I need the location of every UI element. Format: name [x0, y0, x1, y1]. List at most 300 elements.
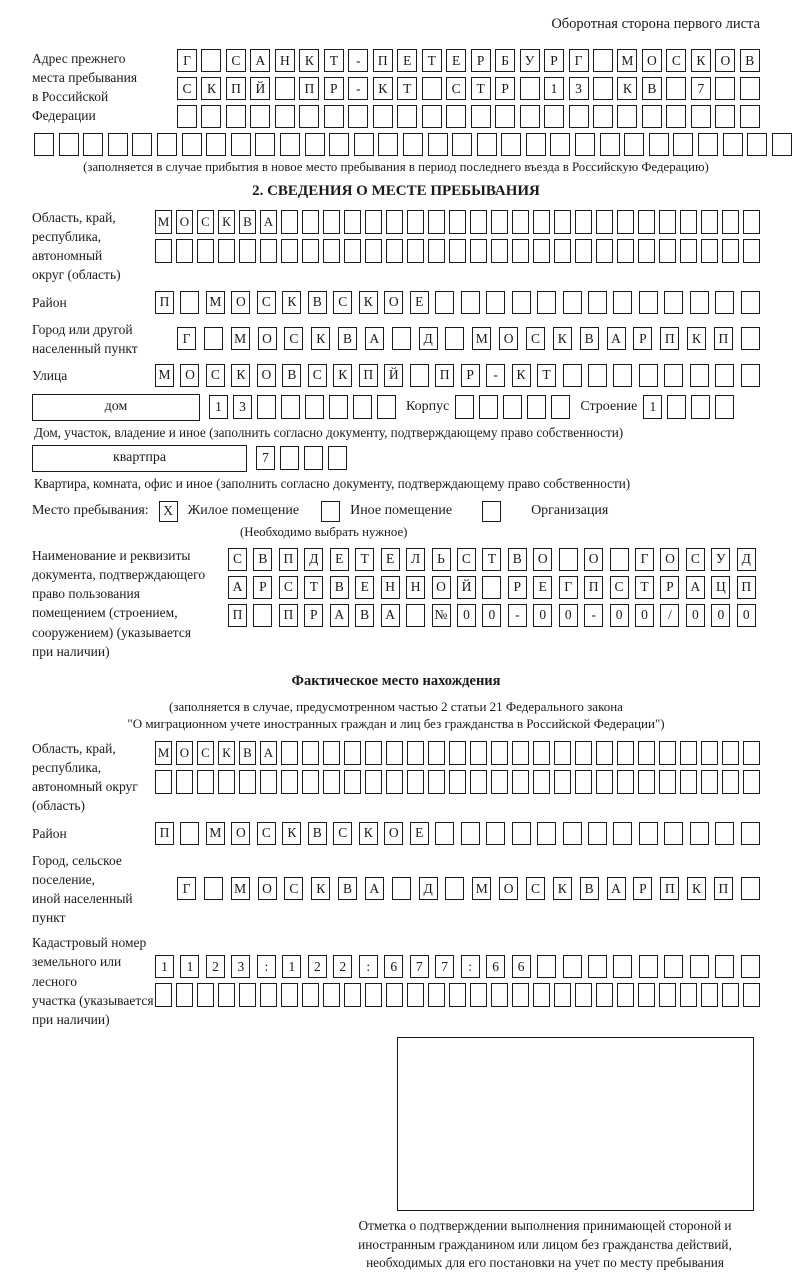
char-box[interactable]: [239, 770, 256, 794]
char-box[interactable]: [659, 983, 676, 1007]
char-box[interactable]: Е: [397, 49, 417, 72]
char-box[interactable]: [569, 105, 589, 128]
char-box[interactable]: [527, 395, 546, 419]
char-box[interactable]: В: [282, 364, 301, 387]
char-box[interactable]: 3: [233, 395, 252, 419]
char-box[interactable]: 1: [282, 955, 301, 978]
char-box[interactable]: 0: [635, 604, 654, 627]
char-box[interactable]: [445, 327, 464, 350]
char-box[interactable]: [610, 548, 629, 571]
char-box[interactable]: А: [381, 604, 400, 627]
char-box[interactable]: С: [226, 49, 246, 72]
char-box[interactable]: [445, 877, 464, 900]
char-box[interactable]: 2: [206, 955, 225, 978]
char-box[interactable]: [449, 983, 466, 1007]
char-box[interactable]: [639, 822, 658, 845]
char-box[interactable]: [461, 822, 480, 845]
char-box[interactable]: [659, 239, 676, 263]
char-box[interactable]: М: [206, 291, 225, 314]
char-box[interactable]: [257, 395, 276, 419]
char-box[interactable]: [302, 770, 319, 794]
char-box[interactable]: [722, 239, 739, 263]
char-box[interactable]: А: [260, 741, 277, 765]
char-box[interactable]: Т: [537, 364, 556, 387]
char-box[interactable]: 0: [610, 604, 629, 627]
char-box[interactable]: 1: [180, 955, 199, 978]
char-box[interactable]: О: [384, 291, 403, 314]
char-box[interactable]: Е: [410, 822, 429, 845]
char-box[interactable]: [715, 105, 735, 128]
char-box[interactable]: Ц: [711, 576, 730, 599]
char-box[interactable]: [365, 239, 382, 263]
char-box[interactable]: [406, 604, 425, 627]
char-box[interactable]: [596, 741, 613, 765]
char-box[interactable]: [428, 210, 445, 234]
char-box[interactable]: [344, 239, 361, 263]
char-box[interactable]: [613, 364, 632, 387]
char-box[interactable]: [691, 395, 710, 419]
org-checkbox[interactable]: [482, 501, 501, 522]
char-box[interactable]: [329, 395, 348, 419]
char-box[interactable]: В: [580, 327, 599, 350]
char-box[interactable]: [302, 239, 319, 263]
char-box[interactable]: [329, 133, 349, 156]
char-box[interactable]: Р: [633, 877, 652, 900]
char-box[interactable]: О: [258, 877, 277, 900]
char-box[interactable]: [201, 105, 221, 128]
char-box[interactable]: М: [231, 877, 250, 900]
char-box[interactable]: В: [355, 604, 374, 627]
char-box[interactable]: [588, 291, 607, 314]
char-box[interactable]: [323, 210, 340, 234]
char-box[interactable]: [537, 291, 556, 314]
char-box[interactable]: С: [333, 291, 352, 314]
char-box[interactable]: Й: [250, 77, 270, 100]
char-box[interactable]: [397, 105, 417, 128]
char-box[interactable]: К: [617, 77, 637, 100]
char-box[interactable]: Б: [495, 49, 515, 72]
dom-type-box[interactable]: дом: [32, 394, 200, 421]
char-box[interactable]: [452, 133, 472, 156]
char-box[interactable]: [323, 741, 340, 765]
char-box[interactable]: [533, 983, 550, 1007]
char-box[interactable]: [575, 239, 592, 263]
char-box[interactable]: [446, 105, 466, 128]
char-box[interactable]: [666, 77, 686, 100]
char-box[interactable]: [722, 983, 739, 1007]
char-box[interactable]: [250, 105, 270, 128]
char-box[interactable]: [690, 822, 709, 845]
char-box[interactable]: П: [435, 364, 454, 387]
char-box[interactable]: [386, 741, 403, 765]
char-box[interactable]: [180, 291, 199, 314]
char-box[interactable]: 1: [209, 395, 228, 419]
char-box[interactable]: [275, 105, 295, 128]
char-box[interactable]: [740, 105, 760, 128]
char-box[interactable]: [740, 77, 760, 100]
char-box[interactable]: [701, 741, 718, 765]
char-box[interactable]: [275, 77, 295, 100]
char-box[interactable]: У: [711, 548, 730, 571]
char-box[interactable]: :: [359, 955, 378, 978]
char-box[interactable]: С: [686, 548, 705, 571]
char-box[interactable]: [324, 105, 344, 128]
char-box[interactable]: [501, 133, 521, 156]
char-box[interactable]: С: [526, 327, 545, 350]
char-box[interactable]: К: [687, 327, 706, 350]
char-box[interactable]: [664, 291, 683, 314]
char-box[interactable]: П: [737, 576, 756, 599]
char-box[interactable]: Ь: [432, 548, 451, 571]
char-box[interactable]: [449, 239, 466, 263]
char-box[interactable]: [649, 133, 669, 156]
char-box[interactable]: [722, 741, 739, 765]
char-box[interactable]: [218, 239, 235, 263]
char-box[interactable]: [638, 741, 655, 765]
char-box[interactable]: [639, 291, 658, 314]
char-box[interactable]: [741, 877, 760, 900]
char-box[interactable]: П: [228, 604, 247, 627]
char-box[interactable]: [197, 239, 214, 263]
char-box[interactable]: С: [206, 364, 225, 387]
char-box[interactable]: [34, 133, 54, 156]
char-box[interactable]: Т: [482, 548, 501, 571]
char-box[interactable]: [512, 291, 531, 314]
char-box[interactable]: [741, 364, 760, 387]
char-box[interactable]: [664, 822, 683, 845]
char-box[interactable]: С: [177, 77, 197, 100]
char-box[interactable]: Р: [304, 604, 323, 627]
char-box[interactable]: 3: [231, 955, 250, 978]
char-box[interactable]: Т: [324, 49, 344, 72]
char-box[interactable]: Н: [406, 576, 425, 599]
char-box[interactable]: [575, 210, 592, 234]
char-box[interactable]: Р: [471, 49, 491, 72]
char-box[interactable]: Г: [177, 327, 196, 350]
char-box[interactable]: [664, 364, 683, 387]
char-box[interactable]: Г: [177, 49, 197, 72]
char-box[interactable]: К: [282, 291, 301, 314]
char-box[interactable]: [449, 741, 466, 765]
char-box[interactable]: [281, 239, 298, 263]
char-box[interactable]: [741, 822, 760, 845]
char-box[interactable]: [365, 210, 382, 234]
char-box[interactable]: [344, 770, 361, 794]
char-box[interactable]: [486, 291, 505, 314]
char-box[interactable]: [701, 770, 718, 794]
char-box[interactable]: С: [526, 877, 545, 900]
char-box[interactable]: 0: [559, 604, 578, 627]
char-box[interactable]: Р: [324, 77, 344, 100]
char-box[interactable]: К: [282, 822, 301, 845]
char-box[interactable]: [470, 210, 487, 234]
char-box[interactable]: В: [740, 49, 760, 72]
char-box[interactable]: [715, 395, 734, 419]
char-box[interactable]: [281, 210, 298, 234]
char-box[interactable]: [471, 105, 491, 128]
char-box[interactable]: К: [553, 877, 572, 900]
char-box[interactable]: К: [359, 822, 378, 845]
char-box[interactable]: Е: [533, 576, 552, 599]
char-box[interactable]: [741, 291, 760, 314]
char-box[interactable]: П: [155, 822, 174, 845]
char-box[interactable]: 6: [486, 955, 505, 978]
char-box[interactable]: [600, 133, 620, 156]
char-box[interactable]: 3: [569, 77, 589, 100]
char-box[interactable]: [281, 983, 298, 1007]
char-box[interactable]: [554, 770, 571, 794]
char-box[interactable]: О: [258, 327, 277, 350]
char-box[interactable]: [176, 770, 193, 794]
char-box[interactable]: Г: [569, 49, 589, 72]
char-box[interactable]: С: [279, 576, 298, 599]
char-box[interactable]: К: [218, 210, 235, 234]
char-box[interactable]: [231, 133, 251, 156]
char-box[interactable]: П: [714, 877, 733, 900]
char-box[interactable]: К: [373, 77, 393, 100]
char-box[interactable]: 0: [711, 604, 730, 627]
char-box[interactable]: Т: [471, 77, 491, 100]
char-box[interactable]: П: [359, 364, 378, 387]
char-box[interactable]: [690, 364, 709, 387]
char-box[interactable]: [305, 395, 324, 419]
char-box[interactable]: [680, 983, 697, 1007]
char-box[interactable]: [428, 770, 445, 794]
char-box[interactable]: [155, 770, 172, 794]
char-box[interactable]: П: [584, 576, 603, 599]
char-box[interactable]: В: [580, 877, 599, 900]
char-box[interactable]: [563, 955, 582, 978]
char-box[interactable]: С: [457, 548, 476, 571]
char-box[interactable]: [551, 395, 570, 419]
char-box[interactable]: А: [228, 576, 247, 599]
char-box[interactable]: [392, 877, 411, 900]
char-box[interactable]: П: [660, 877, 679, 900]
char-box[interactable]: О: [231, 291, 250, 314]
char-box[interactable]: О: [384, 822, 403, 845]
char-box[interactable]: О: [499, 327, 518, 350]
char-box[interactable]: [197, 770, 214, 794]
char-box[interactable]: О: [176, 210, 193, 234]
char-box[interactable]: [206, 133, 226, 156]
char-box[interactable]: [407, 770, 424, 794]
char-box[interactable]: А: [607, 877, 626, 900]
char-box[interactable]: [328, 446, 347, 470]
char-box[interactable]: О: [432, 576, 451, 599]
char-box[interactable]: [344, 210, 361, 234]
char-box[interactable]: [386, 983, 403, 1007]
char-box[interactable]: Е: [355, 576, 374, 599]
char-box[interactable]: [281, 770, 298, 794]
char-box[interactable]: [461, 291, 480, 314]
char-box[interactable]: [176, 239, 193, 263]
char-box[interactable]: Р: [253, 576, 272, 599]
char-box[interactable]: [512, 210, 529, 234]
char-box[interactable]: [344, 741, 361, 765]
char-box[interactable]: [479, 395, 498, 419]
char-box[interactable]: [701, 210, 718, 234]
char-box[interactable]: [512, 239, 529, 263]
char-box[interactable]: Д: [419, 877, 438, 900]
char-box[interactable]: [715, 291, 734, 314]
char-box[interactable]: [554, 210, 571, 234]
char-box[interactable]: [715, 955, 734, 978]
char-box[interactable]: 6: [512, 955, 531, 978]
char-box[interactable]: В: [253, 548, 272, 571]
char-box[interactable]: С: [308, 364, 327, 387]
char-box[interactable]: [638, 210, 655, 234]
char-box[interactable]: Н: [275, 49, 295, 72]
char-box[interactable]: Р: [544, 49, 564, 72]
char-box[interactable]: [491, 239, 508, 263]
char-box[interactable]: Г: [177, 877, 196, 900]
char-box[interactable]: -: [486, 364, 505, 387]
char-box[interactable]: [520, 77, 540, 100]
char-box[interactable]: К: [691, 49, 711, 72]
char-box[interactable]: [410, 364, 429, 387]
char-box[interactable]: [386, 239, 403, 263]
char-box[interactable]: Т: [635, 576, 654, 599]
char-box[interactable]: Р: [495, 77, 515, 100]
char-box[interactable]: [260, 239, 277, 263]
char-box[interactable]: [747, 133, 767, 156]
char-box[interactable]: :: [257, 955, 276, 978]
char-box[interactable]: К: [333, 364, 352, 387]
char-box[interactable]: -: [584, 604, 603, 627]
inoe-checkbox[interactable]: [321, 501, 340, 522]
char-box[interactable]: [743, 741, 760, 765]
char-box[interactable]: [176, 983, 193, 1007]
char-box[interactable]: О: [533, 548, 552, 571]
char-box[interactable]: [108, 133, 128, 156]
char-box[interactable]: [596, 770, 613, 794]
char-box[interactable]: 1: [155, 955, 174, 978]
char-box[interactable]: [617, 983, 634, 1007]
char-box[interactable]: [596, 239, 613, 263]
char-box[interactable]: С: [228, 548, 247, 571]
char-box[interactable]: [428, 983, 445, 1007]
char-box[interactable]: Е: [381, 548, 400, 571]
char-box[interactable]: Г: [635, 548, 654, 571]
char-box[interactable]: К: [512, 364, 531, 387]
char-box[interactable]: О: [499, 877, 518, 900]
char-box[interactable]: О: [660, 548, 679, 571]
char-box[interactable]: [537, 955, 556, 978]
char-box[interactable]: [680, 210, 697, 234]
char-box[interactable]: [772, 133, 792, 156]
char-box[interactable]: С: [446, 77, 466, 100]
char-box[interactable]: У: [520, 49, 540, 72]
char-box[interactable]: К: [231, 364, 250, 387]
char-box[interactable]: [353, 395, 372, 419]
char-box[interactable]: [715, 822, 734, 845]
char-box[interactable]: К: [687, 877, 706, 900]
zhiloe-checkbox[interactable]: X: [159, 501, 178, 522]
char-box[interactable]: 7: [256, 446, 275, 470]
char-box[interactable]: А: [330, 604, 349, 627]
char-box[interactable]: Е: [410, 291, 429, 314]
char-box[interactable]: А: [250, 49, 270, 72]
char-box[interactable]: [323, 983, 340, 1007]
char-box[interactable]: К: [311, 327, 330, 350]
char-box[interactable]: [593, 105, 613, 128]
char-box[interactable]: [255, 133, 275, 156]
char-box[interactable]: [407, 210, 424, 234]
char-box[interactable]: [365, 741, 382, 765]
char-box[interactable]: [491, 983, 508, 1007]
char-box[interactable]: [715, 364, 734, 387]
char-box[interactable]: [373, 105, 393, 128]
char-box[interactable]: [544, 105, 564, 128]
char-box[interactable]: 0: [737, 604, 756, 627]
char-box[interactable]: [180, 822, 199, 845]
char-box[interactable]: С: [610, 576, 629, 599]
char-box[interactable]: [575, 770, 592, 794]
char-box[interactable]: [491, 741, 508, 765]
char-box[interactable]: П: [660, 327, 679, 350]
char-box[interactable]: М: [155, 364, 174, 387]
char-box[interactable]: [698, 133, 718, 156]
char-box[interactable]: Й: [457, 576, 476, 599]
char-box[interactable]: О: [231, 822, 250, 845]
char-box[interactable]: К: [299, 49, 319, 72]
char-box[interactable]: [280, 133, 300, 156]
char-box[interactable]: [491, 210, 508, 234]
char-box[interactable]: [281, 395, 300, 419]
char-box[interactable]: [701, 239, 718, 263]
char-box[interactable]: С: [666, 49, 686, 72]
char-box[interactable]: [470, 239, 487, 263]
char-box[interactable]: [617, 105, 637, 128]
char-box[interactable]: [690, 291, 709, 314]
char-box[interactable]: [377, 395, 396, 419]
char-box[interactable]: [559, 548, 578, 571]
char-box[interactable]: [182, 133, 202, 156]
char-box[interactable]: [659, 770, 676, 794]
char-box[interactable]: [659, 210, 676, 234]
char-box[interactable]: [575, 133, 595, 156]
char-box[interactable]: [617, 741, 634, 765]
char-box[interactable]: [613, 955, 632, 978]
char-box[interactable]: [435, 291, 454, 314]
char-box[interactable]: №: [432, 604, 451, 627]
char-box[interactable]: [563, 822, 582, 845]
char-box[interactable]: [512, 770, 529, 794]
char-box[interactable]: К: [311, 877, 330, 900]
char-box[interactable]: [155, 983, 172, 1007]
char-box[interactable]: [201, 49, 221, 72]
char-box[interactable]: [226, 105, 246, 128]
char-box[interactable]: [299, 105, 319, 128]
char-box[interactable]: [680, 239, 697, 263]
char-box[interactable]: [378, 133, 398, 156]
char-box[interactable]: М: [206, 822, 225, 845]
char-box[interactable]: [354, 133, 374, 156]
char-box[interactable]: [617, 239, 634, 263]
char-box[interactable]: [449, 770, 466, 794]
char-box[interactable]: [533, 770, 550, 794]
char-box[interactable]: [407, 741, 424, 765]
char-box[interactable]: [537, 822, 556, 845]
char-box[interactable]: [673, 133, 693, 156]
char-box[interactable]: [302, 983, 319, 1007]
char-box[interactable]: Т: [397, 77, 417, 100]
char-box[interactable]: [512, 983, 529, 1007]
char-box[interactable]: К: [218, 741, 235, 765]
char-box[interactable]: Т: [355, 548, 374, 571]
char-box[interactable]: [680, 741, 697, 765]
char-box[interactable]: 1: [643, 395, 662, 419]
